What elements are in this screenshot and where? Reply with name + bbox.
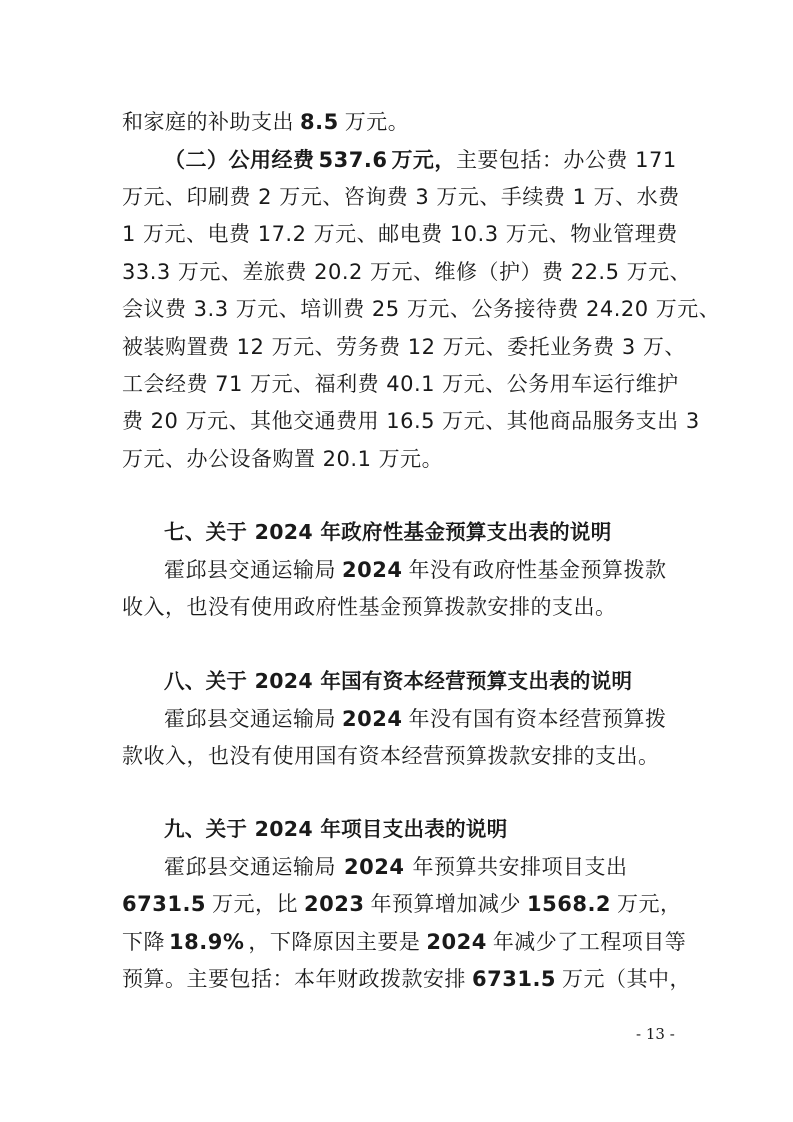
text: 预算。主要包括：本年财政拨款安排 bbox=[122, 967, 466, 991]
subheading-unit: 万元， bbox=[391, 148, 456, 172]
paragraph-line bbox=[0, 556, 793, 584]
percent: 18.9% bbox=[169, 930, 245, 954]
text: 和家庭的补助支出 bbox=[122, 110, 294, 134]
text: ，下降原因主要是 bbox=[248, 930, 421, 954]
paragraph-line bbox=[0, 853, 793, 881]
text: 霍邱县交通运输局 bbox=[164, 558, 336, 582]
text: 霍邱县交通运输局 bbox=[164, 855, 336, 879]
paragraph-line bbox=[0, 928, 793, 956]
page-number: - 13 - bbox=[636, 1025, 675, 1043]
text: 年没有政府性基金预算拨款 bbox=[408, 558, 667, 582]
paragraph-line: 被装购置费 12 万元、劳务费 12 万元、委托业务费 3 万、 bbox=[122, 335, 686, 359]
subheading: （二）公用经费 bbox=[164, 148, 315, 172]
paragraph-line bbox=[0, 146, 793, 174]
amount: 6731.5 bbox=[122, 892, 207, 916]
text: 主要包括：办公费 171 bbox=[455, 148, 677, 172]
year: 2024 bbox=[344, 855, 405, 879]
text: 下降 bbox=[122, 930, 165, 954]
paragraph-line: 费 20 万元、其他交通费用 16.5 万元、其他商品服务支出 3 bbox=[122, 409, 700, 433]
amount: 8.5 bbox=[300, 110, 339, 134]
amount: 1568.2 bbox=[527, 892, 612, 916]
text: 万元。 bbox=[344, 110, 410, 134]
text: 年预算增加减少 bbox=[370, 892, 521, 916]
text: 年没有国有资本经营预算拨 bbox=[408, 707, 667, 731]
year: 2023 bbox=[304, 892, 365, 916]
text: 万元， bbox=[617, 892, 682, 916]
year: 2024 bbox=[342, 707, 403, 731]
paragraph-line: 收入，也没有使用政府性基金预算拨款安排的支出。 bbox=[122, 595, 617, 619]
text: 年预算共安排项目支出 bbox=[412, 855, 628, 879]
paragraph-line: 万元、印刷费 2 万元、咨询费 3 万元、手续费 1 万、水费 bbox=[122, 185, 680, 209]
section-heading: 七、关于 2024 年政府性基金预算支出表的说明 bbox=[164, 520, 612, 544]
paragraph-line: 工会经费 71 万元、福利费 40.1 万元、公务用车运行维护 bbox=[122, 372, 679, 396]
text: 年减少了工程项目等 bbox=[492, 930, 687, 954]
text: 霍邱县交通运输局 bbox=[164, 707, 336, 731]
paragraph-line bbox=[0, 890, 793, 918]
amount: 537.6 bbox=[318, 148, 388, 172]
paragraph-line: 会议费 3.3 万元、培训费 25 万元、公务接待费 24.20 万元、 bbox=[122, 297, 721, 321]
section-heading: 八、关于 2024 年国有资本经营预算支出表的说明 bbox=[164, 669, 633, 693]
paragraph-line: 款收入，也没有使用国有资本经营预算拨款安排的支出。 bbox=[122, 744, 660, 768]
section-heading: 九、关于 2024 年项目支出表的说明 bbox=[164, 817, 508, 841]
text: 万元，比 bbox=[212, 892, 299, 916]
paragraph-line bbox=[0, 108, 793, 136]
paragraph-line bbox=[0, 965, 793, 993]
amount: 6731.5 bbox=[472, 967, 557, 991]
year: 2024 bbox=[342, 558, 403, 582]
text: 万元（其中， bbox=[562, 967, 692, 991]
year: 2024 bbox=[426, 930, 487, 954]
paragraph-line bbox=[0, 705, 793, 733]
paragraph-line: 1 万元、电费 17.2 万元、邮电费 10.3 万元、物业管理费 bbox=[122, 222, 678, 246]
paragraph-line: 万元、办公设备购置 20.1 万元。 bbox=[122, 447, 444, 471]
paragraph-line: 33.3 万元、差旅费 20.2 万元、维修（护）费 22.5 万元、 bbox=[122, 260, 692, 284]
